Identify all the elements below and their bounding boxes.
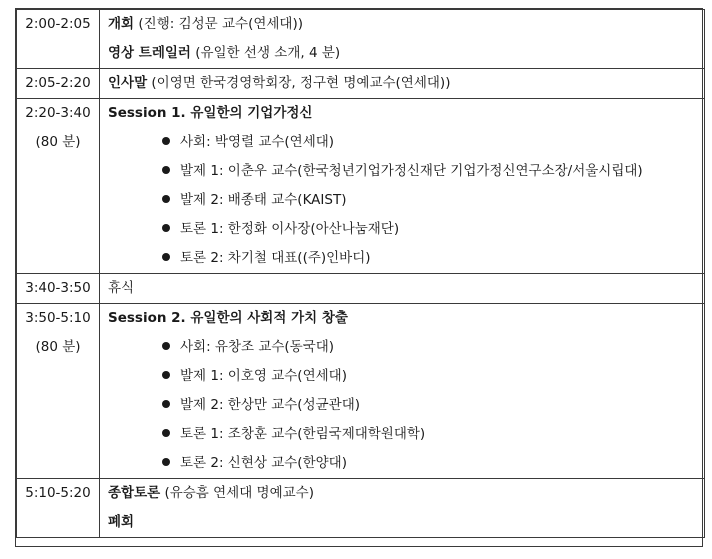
session-title: Session 1. 유일한의 기업가정신 <box>108 105 313 121</box>
content-cell <box>100 304 705 479</box>
list-item-text: 사회: 유창조 교수(동국대) <box>180 339 335 355</box>
bullet-icon <box>162 458 170 466</box>
agenda-title: 폐회 <box>108 514 135 530</box>
time-slot: 5:10-5:20 <box>25 485 91 501</box>
content-cell <box>100 69 705 99</box>
schedule-row-session-2 <box>17 304 705 479</box>
list-item-text: 발제 1: 이호영 교수(연세대) <box>180 368 347 384</box>
time-cell <box>17 69 100 99</box>
list-item-text: 토론 1: 조창훈 교수(한림국제대학원대학) <box>180 426 426 442</box>
agenda-title: 종합토론 <box>108 485 161 501</box>
time-cell <box>17 274 100 304</box>
time-cell <box>17 99 100 274</box>
list-item <box>100 157 704 186</box>
bullet-icon <box>162 224 170 232</box>
list-item <box>100 215 704 244</box>
list-item-text: 토론 1: 한정화 이사장(아산나눔재단) <box>180 221 400 237</box>
schedule-row-session-1 <box>17 99 705 274</box>
list-item <box>100 333 704 362</box>
list-item-text: 사회: 박영렬 교수(연세대) <box>180 134 335 150</box>
list-item <box>100 391 704 420</box>
duration: (80 분) <box>35 339 81 355</box>
bullet-icon <box>162 166 170 174</box>
content-cell <box>100 479 705 538</box>
bullet-icon <box>162 429 170 437</box>
agenda-line <box>100 69 704 98</box>
list-item <box>100 186 704 215</box>
list-item-text: 발제 1: 이춘우 교수(한국청년기업가정신재단 기업가정신연구소장/서울시립대) <box>180 163 643 179</box>
agenda-line <box>100 10 704 39</box>
agenda-detail: (유승흠 연세대 명예교수) <box>160 485 314 501</box>
content-cell <box>100 274 705 304</box>
program-schedule-table <box>15 8 703 547</box>
time-cell <box>17 304 100 479</box>
agenda-detail: (유일한 선생 소개, 4 분) <box>190 45 341 61</box>
list-item <box>100 128 704 157</box>
bullet-icon <box>162 342 170 350</box>
duration: (80 분) <box>35 134 81 150</box>
time-slot: 2:05-2:20 <box>25 75 91 91</box>
bullet-icon <box>162 371 170 379</box>
agenda-title: 인사말 <box>108 75 148 91</box>
time-cell <box>17 10 100 69</box>
time-cell <box>17 479 100 538</box>
agenda-line <box>100 39 704 68</box>
agenda-detail: (이영면 한국경영학회장, 정구현 명예교수(연세대)) <box>147 75 451 91</box>
list-item <box>100 362 704 391</box>
bullet-icon <box>162 195 170 203</box>
list-item-text: 토론 2: 신현상 교수(한양대) <box>180 455 347 471</box>
list-item <box>100 420 704 449</box>
time-slot: 3:50-5:10 <box>25 310 91 326</box>
bullet-icon <box>162 137 170 145</box>
time-slot: 3:40-3:50 <box>25 280 91 296</box>
agenda-line <box>100 479 704 508</box>
session-title: Session 2. 유일한의 사회적 가치 창출 <box>108 310 348 326</box>
schedule-row-closing <box>17 479 705 538</box>
list-item-text: 발제 2: 배종태 교수(KAIST) <box>180 192 347 208</box>
time-slot: 2:20-3:40 <box>25 105 91 121</box>
bullet-icon <box>162 400 170 408</box>
agenda-detail: 휴식 <box>108 280 135 296</box>
list-item <box>100 244 704 273</box>
content-cell <box>100 10 705 69</box>
agenda-line <box>100 274 704 303</box>
schedule-row-greeting <box>17 69 705 99</box>
list-item-text: 토론 2: 차기철 대표((주)인바디) <box>180 250 371 266</box>
list-item <box>100 449 704 478</box>
schedule-row-opening <box>17 10 705 69</box>
agenda-detail: (진행: 김성문 교수(연세대)) <box>134 16 303 32</box>
agenda-title: 개회 <box>108 16 135 32</box>
list-item-text: 발제 2: 한상만 교수(성균관대) <box>180 397 360 413</box>
content-cell <box>100 99 705 274</box>
time-slot: 2:00-2:05 <box>25 16 91 32</box>
agenda-line <box>100 508 704 537</box>
bullet-icon <box>162 253 170 261</box>
agenda-title: 영상 트레일러 <box>108 45 191 61</box>
schedule-row-break <box>17 274 705 304</box>
